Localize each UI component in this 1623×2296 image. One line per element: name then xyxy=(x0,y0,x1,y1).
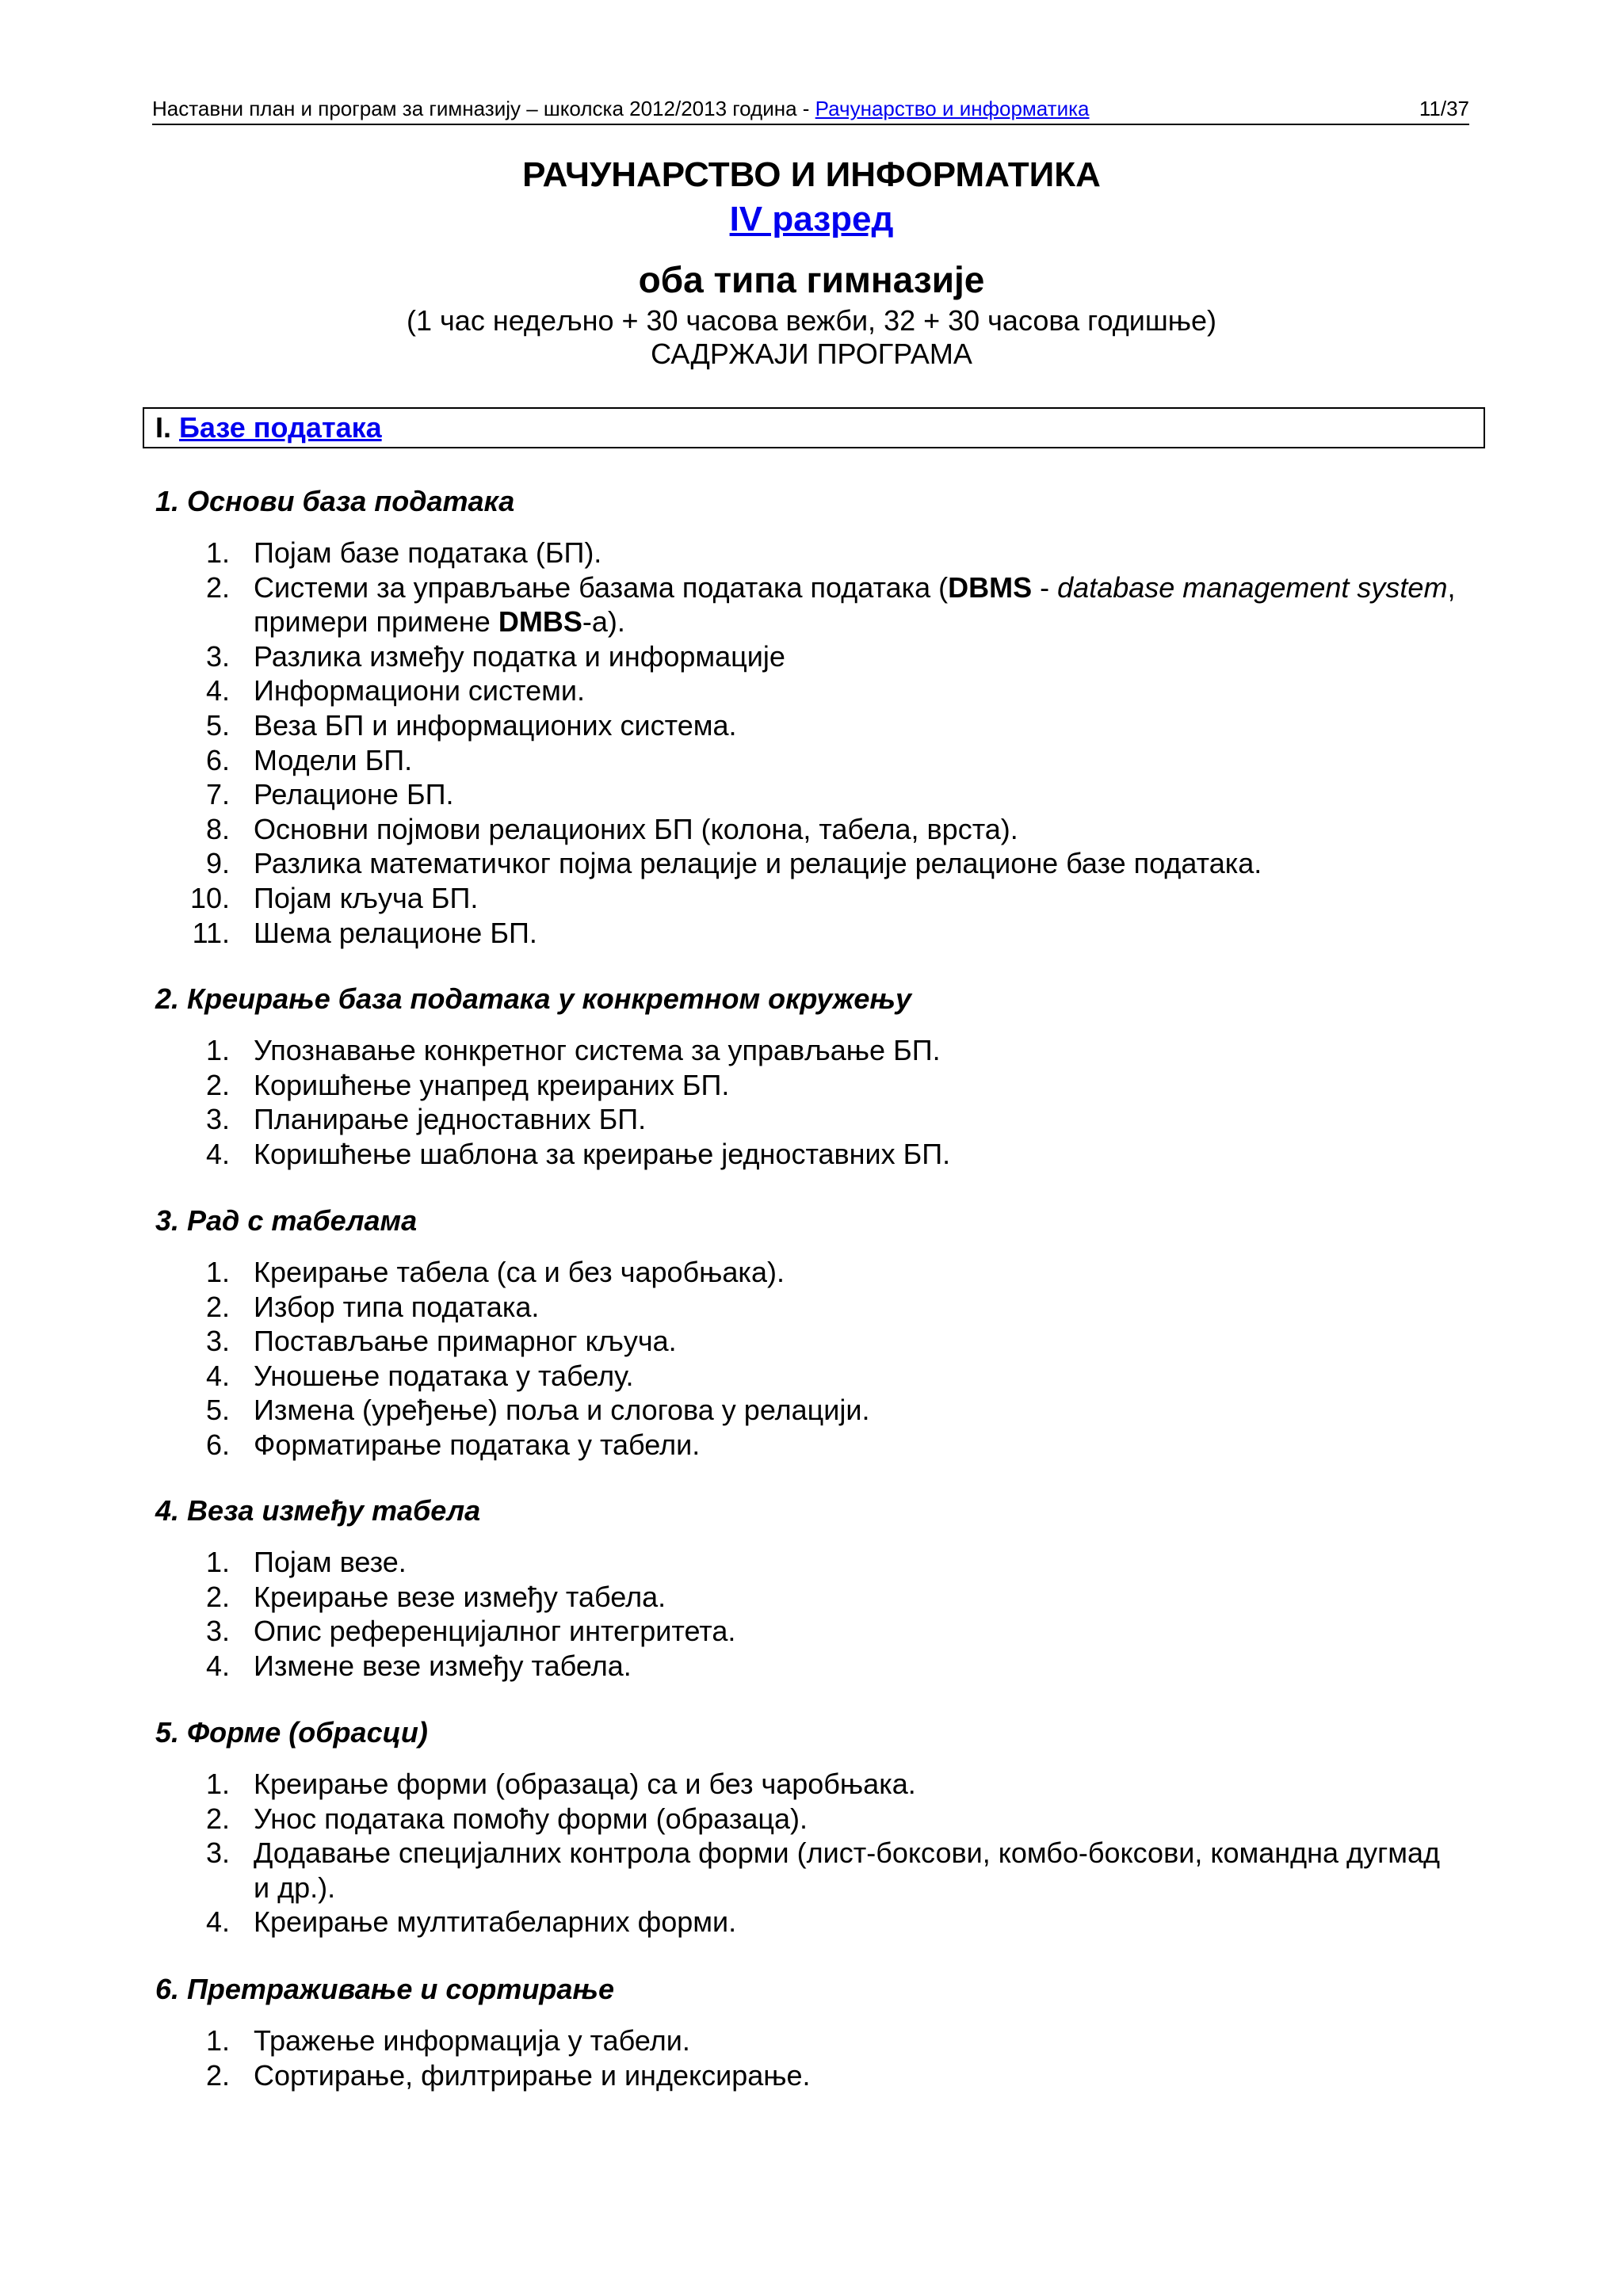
subsection-heading: 2. Креирање база података у конкретном окружењу xyxy=(155,982,912,1015)
item-text: Информациони системи. xyxy=(254,674,586,707)
item-number: 2. xyxy=(205,2058,230,2092)
item-text: Креирање форми (образаца) са и без чаробњака. xyxy=(254,1768,916,1800)
item-text: Веза БП и информационих система. xyxy=(254,708,737,742)
item-number: 3. xyxy=(205,1615,230,1648)
item-number: 4. xyxy=(205,1649,230,1682)
item-text: Постављање примарног кључа. xyxy=(254,1325,677,1358)
list-item xyxy=(163,1428,1463,1463)
item-number: 1. xyxy=(205,1546,230,1578)
list-item xyxy=(163,673,1463,708)
list-item xyxy=(163,777,1463,812)
list-item xyxy=(163,1033,1463,1068)
list-item xyxy=(163,1359,1463,1394)
item-number: 6. xyxy=(205,743,230,776)
list-item xyxy=(163,1137,1463,1172)
header-text xyxy=(152,97,1090,121)
item-number: 3. xyxy=(205,1325,230,1358)
item-number: 11. xyxy=(192,916,230,949)
section-link[interactable]: Базе података xyxy=(179,411,382,444)
course-title: РАЧУНАРСТВО И ИНФОРМАТИКА xyxy=(522,155,1101,194)
list-item xyxy=(163,743,1463,778)
list-item xyxy=(163,1767,1463,1802)
list-item xyxy=(163,1290,1463,1325)
item-number: 6. xyxy=(205,1428,230,1461)
list-item xyxy=(163,1255,1463,1290)
item-number: 3. xyxy=(205,1103,230,1136)
item-number: 8. xyxy=(205,812,230,845)
item-text: Појам базе података (БП). xyxy=(254,536,602,569)
item-number: 4. xyxy=(205,1137,230,1170)
item-text: Сортирање, филтрирање и индексирање. xyxy=(254,2058,811,2092)
item-text xyxy=(254,571,1455,639)
item-text: Унос података помоћу форми (образаца). xyxy=(254,1802,808,1835)
page-header xyxy=(152,93,1469,125)
item-text: Измена (уређење) поља и слогова у релацији. xyxy=(254,1394,870,1427)
list-item xyxy=(163,1905,1463,1939)
subsection-heading: 4. Веза између табела xyxy=(155,1494,481,1527)
item-number: 2. xyxy=(205,1580,230,1613)
topic-list xyxy=(163,2023,1463,2092)
list-item xyxy=(163,2023,1463,2058)
item-number: 5. xyxy=(205,1394,230,1427)
list-item xyxy=(163,812,1463,847)
topic-list xyxy=(163,536,1463,950)
list-item xyxy=(163,1649,1463,1684)
list-item xyxy=(163,708,1463,743)
dbms-definition: database management system xyxy=(1057,570,1448,604)
list-item xyxy=(163,1068,1463,1103)
list-item xyxy=(163,1580,1463,1615)
section-header xyxy=(143,407,1485,448)
item-text: Модели БП. xyxy=(254,743,413,776)
subsection-heading: 6. Претраживање и сортирање xyxy=(155,1973,615,2005)
item-number: 2. xyxy=(205,570,230,604)
item-number: 3. xyxy=(205,639,230,673)
section-roman: I. xyxy=(155,411,172,444)
item-number: 9. xyxy=(205,847,230,880)
item-number: 10. xyxy=(189,881,230,914)
item-number: 2. xyxy=(205,1068,230,1101)
item-text-part: -а). xyxy=(582,605,625,639)
list-item xyxy=(163,1393,1463,1428)
item-text: Додавање специјалних контрола форми (лист-боксови, комбо-боксови, командна дугмад и др.). xyxy=(254,1836,1440,1904)
list-item xyxy=(163,881,1463,916)
list-item xyxy=(163,1802,1463,1836)
item-text: Опис референцијалног интегритета. xyxy=(254,1615,736,1648)
item-text: Измене везе између табела. xyxy=(254,1649,632,1682)
item-text: Уношење података у табелу. xyxy=(254,1359,634,1392)
item-number: 1. xyxy=(205,536,230,569)
item-text: Упознавање конкретног система за управљање БП. xyxy=(254,1034,941,1066)
item-text: Креирање табела (са и без чаробњака). xyxy=(254,1256,785,1288)
item-number: 4. xyxy=(205,1905,230,1939)
item-text: Појам везе. xyxy=(254,1546,407,1578)
item-number: 2. xyxy=(205,1802,230,1835)
topic-list xyxy=(163,1767,1463,1939)
item-text: Коришћење унапред креираних БП. xyxy=(254,1068,730,1101)
item-text: Разлика математичког појма релације и релације релационе базе података. xyxy=(254,847,1262,880)
header-link[interactable]: Рачунарство и информатика xyxy=(815,97,1090,120)
dbms-term: DBMS xyxy=(948,570,1033,604)
item-text: Релационе БП. xyxy=(254,778,454,811)
item-number: 5. xyxy=(205,708,230,742)
item-number: 3. xyxy=(205,1836,230,1870)
item-number: 1. xyxy=(205,1034,230,1066)
item-number: 1. xyxy=(205,2024,230,2057)
grade-link[interactable]: IV разред xyxy=(729,200,894,238)
list-item xyxy=(163,1836,1463,1905)
dmbs-term: DMBS xyxy=(498,605,582,639)
list-item xyxy=(163,639,1463,674)
item-text: Основни појмови релационих БП (колона, табела, врста). xyxy=(254,812,1018,845)
hours-info: (1 час недељно + 30 часова вежби, 32 + 30 часова годишње) xyxy=(407,304,1216,337)
topic-list xyxy=(163,1545,1463,1683)
list-item xyxy=(163,846,1463,881)
item-text: Креирање мултитабеларних форми. xyxy=(254,1905,737,1939)
item-text: Избор типа података. xyxy=(254,1290,540,1323)
item-number: 1. xyxy=(205,1256,230,1288)
subsection-heading: 1. Основи база података xyxy=(155,485,515,517)
item-number: 4. xyxy=(205,1359,230,1392)
item-text: Планирање једноставних БП. xyxy=(254,1103,647,1136)
item-text-part: - xyxy=(1032,570,1058,604)
grade-title xyxy=(0,200,1623,239)
item-number: 4. xyxy=(205,674,230,707)
item-number: 2. xyxy=(205,1290,230,1323)
subsection-heading: 3. Рад с табелама xyxy=(155,1204,418,1237)
item-text: Креирање везе између табела. xyxy=(254,1580,666,1613)
topic-list xyxy=(163,1255,1463,1463)
item-text-part: , примери примене xyxy=(254,570,1456,639)
list-item xyxy=(163,916,1463,951)
item-text: Шема релационе БП. xyxy=(254,916,537,949)
header-left-text: Наставни план и програм за гимназију – школска 2012/2013 година - xyxy=(152,97,815,120)
contents-label: САДРЖАЈИ ПРОГРАМА xyxy=(651,338,972,370)
item-text: Разлика између податка и информације xyxy=(254,639,785,673)
item-number: 7. xyxy=(205,778,230,811)
list-item xyxy=(163,2058,1463,2093)
page-number: 11/37 xyxy=(1419,97,1469,120)
item-text: Коришћење шаблона за креирање једноставних БП. xyxy=(254,1137,951,1170)
list-item xyxy=(163,1614,1463,1649)
topic-list xyxy=(163,1033,1463,1171)
school-type: оба типа гимназије xyxy=(638,259,985,300)
item-text: Форматирање података у табели. xyxy=(254,1428,701,1461)
item-text-part: Системи за управљање базама података података ( xyxy=(254,570,949,604)
list-item xyxy=(163,1324,1463,1359)
list-item xyxy=(163,1545,1463,1580)
item-text: Појам кључа БП. xyxy=(254,881,479,914)
list-item xyxy=(163,570,1463,639)
list-item xyxy=(163,1102,1463,1137)
list-item xyxy=(163,536,1463,570)
item-text: Тражење информација у табели. xyxy=(254,2024,690,2057)
item-number: 1. xyxy=(205,1768,230,1800)
subsection-heading: 5. Форме (обрасци) xyxy=(155,1716,428,1749)
